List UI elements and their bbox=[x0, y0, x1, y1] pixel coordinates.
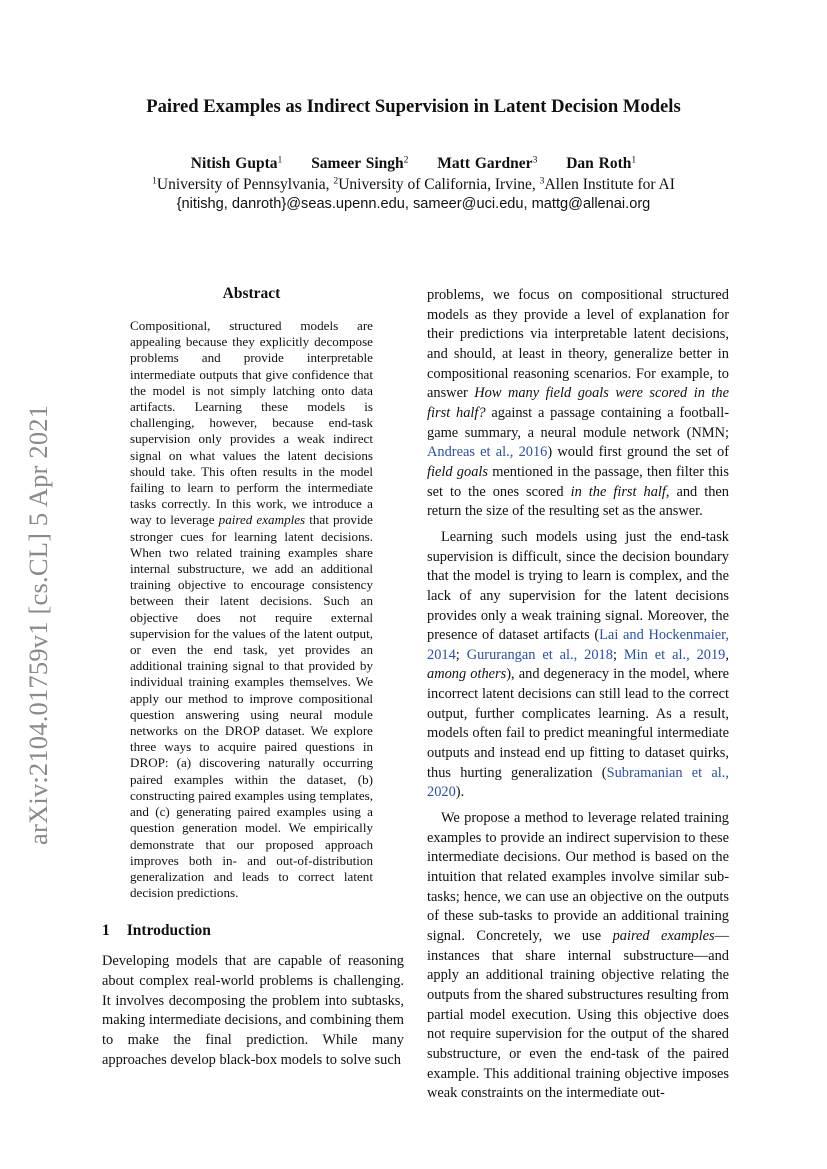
abstract-heading: Abstract bbox=[222, 285, 281, 302]
author: Sameer Singh$^2$ bbox=[311, 154, 409, 172]
citation-link[interactable]: Andreas et al., 2016 bbox=[427, 444, 548, 461]
paragraph: Learning such models using just the end-task supervision is difficult, since the decision boundary that the model is trying to learn is complex, and the lack of any supervision for the latent decisions provides only a weak training signal. Moreover, the presence of dataset artifacts (Lai and Hockenmaier, 2014; Gururangan et al., 2018; Min et al., 2019, among others), and degeneracy in the model, where incorrect latent decisions can still lead to the correct output, further complicates learning. As a result, models often fail to predict meaningful intermediate outputs and instead end up fitting to dataset quirks, thus hurting generalization (Subramanian et al., 2020). bbox=[427, 528, 730, 801]
paragraph: problems, we focus on compositional structured models as they provide a level of explanation for their predictions via interpretable latent decisions, and should, at least in theory, generalize better in compositional reasoning scenarios. For example, to answer How many field goals were scored in the first half? against a passage containing a football-game summary, a neural module network (NMN; Andreas et al., 2016) would first ground the set of field goals mentioned in the passage, then filter this set to the ones scored in the first half, and then return the size of the resulting set as the answer. bbox=[427, 287, 730, 520]
paragraph: We propose a method to leverage related training examples to provide an indirect supervision to these intermediate decisions. Our method is based on the intuition that related examples involve similar sub-tasks; hence, we can use an objective on the outputs of these sub-tasks to provide an additional training signal. Concretely, we use paired examples—instances that share internal substructure—and apply an additional training objective relating the outputs from the shared substructures resulting from partial model execution. Using this objective does not require supervision for the output of the shared substructure, or even the end-task of the paired example. This additional training objective imposes weak constraints on the intermediate out- bbox=[427, 810, 729, 1102]
citation-link[interactable]: Gururangan et al., 2018 bbox=[466, 646, 613, 663]
paper-title: Paired Examples as Indirect Supervision in Latent Decision Models bbox=[146, 96, 681, 117]
citation-link[interactable]: Subramanian et al., 2020 bbox=[427, 764, 730, 801]
intro-paragraph: Developing models that are capable of reasoning about complex real-world problems is challenging. It involves decomposing the problem into subtasks, making intermediate decisions, and combining them to make the final prediction. While many approaches develop black-box models to solve such bbox=[102, 953, 404, 1068]
author-emails: {nitishg, danroth}@seas.upenn.edu, sameer@uci.edu, mattg@allenai.org bbox=[176, 196, 651, 212]
right-column bbox=[427, 286, 729, 1104]
section-heading-introduction: 1 Introduction bbox=[102, 922, 211, 939]
author: Matt Gardner$^3$ bbox=[437, 154, 538, 172]
author-list bbox=[0, 155, 827, 173]
author: Nitish Gupta$^1$ bbox=[190, 154, 283, 172]
citation-link[interactable]: Lai and Hockenmaier, 2014 bbox=[427, 627, 729, 663]
arxiv-stamp: arXiv:2104.01759v1 [cs.CL] 5 Apr 2021 bbox=[23, 404, 53, 845]
abstract-body: Compositional, structured models are appealing because they explicitly decompose problems and provide interpretable intermediate outputs that give confidence that the model is not simply latching onto data artifacts. Learning these models is challenging, however, because end-task supervision only provides a weak indirect signal on what values the latent decisions should take. This often results in the model failing to learn to perform the intermediate tasks correctly. In this work, we introduce a way to leverage paired examples that provide stronger cues for learning latent decisions. When two related training examples share internal substructure, we add an additional training objective to encourage consistency between their latent decisions. Such an objective does not require external supervision for the values of the latent output, or even the end task, yet provides an additional training signal to that provided by individual training examples themselves. We apply our method to improve compositional question answering using neural module networks on the DROP dataset. We explore three ways to acquire paired questions in DROP: (a) discovering naturally occurring paired examples within the dataset, (b) constructing paired examples using templates, and (c) generating paired examples using a question generation model. We empirically demonstrate that our proposed approach improves both in- and out-of-distribution generalization and leads to correct latent decision predictions. bbox=[130, 318, 373, 901]
author: Dan Roth$^1$ bbox=[566, 154, 637, 172]
affiliations: $^1$University of Pennsylvania, $^2$University of California, Irvine, $^3$Allen Institute for AI bbox=[152, 175, 675, 193]
citation-link[interactable]: Min et al., 2019 bbox=[623, 646, 726, 663]
